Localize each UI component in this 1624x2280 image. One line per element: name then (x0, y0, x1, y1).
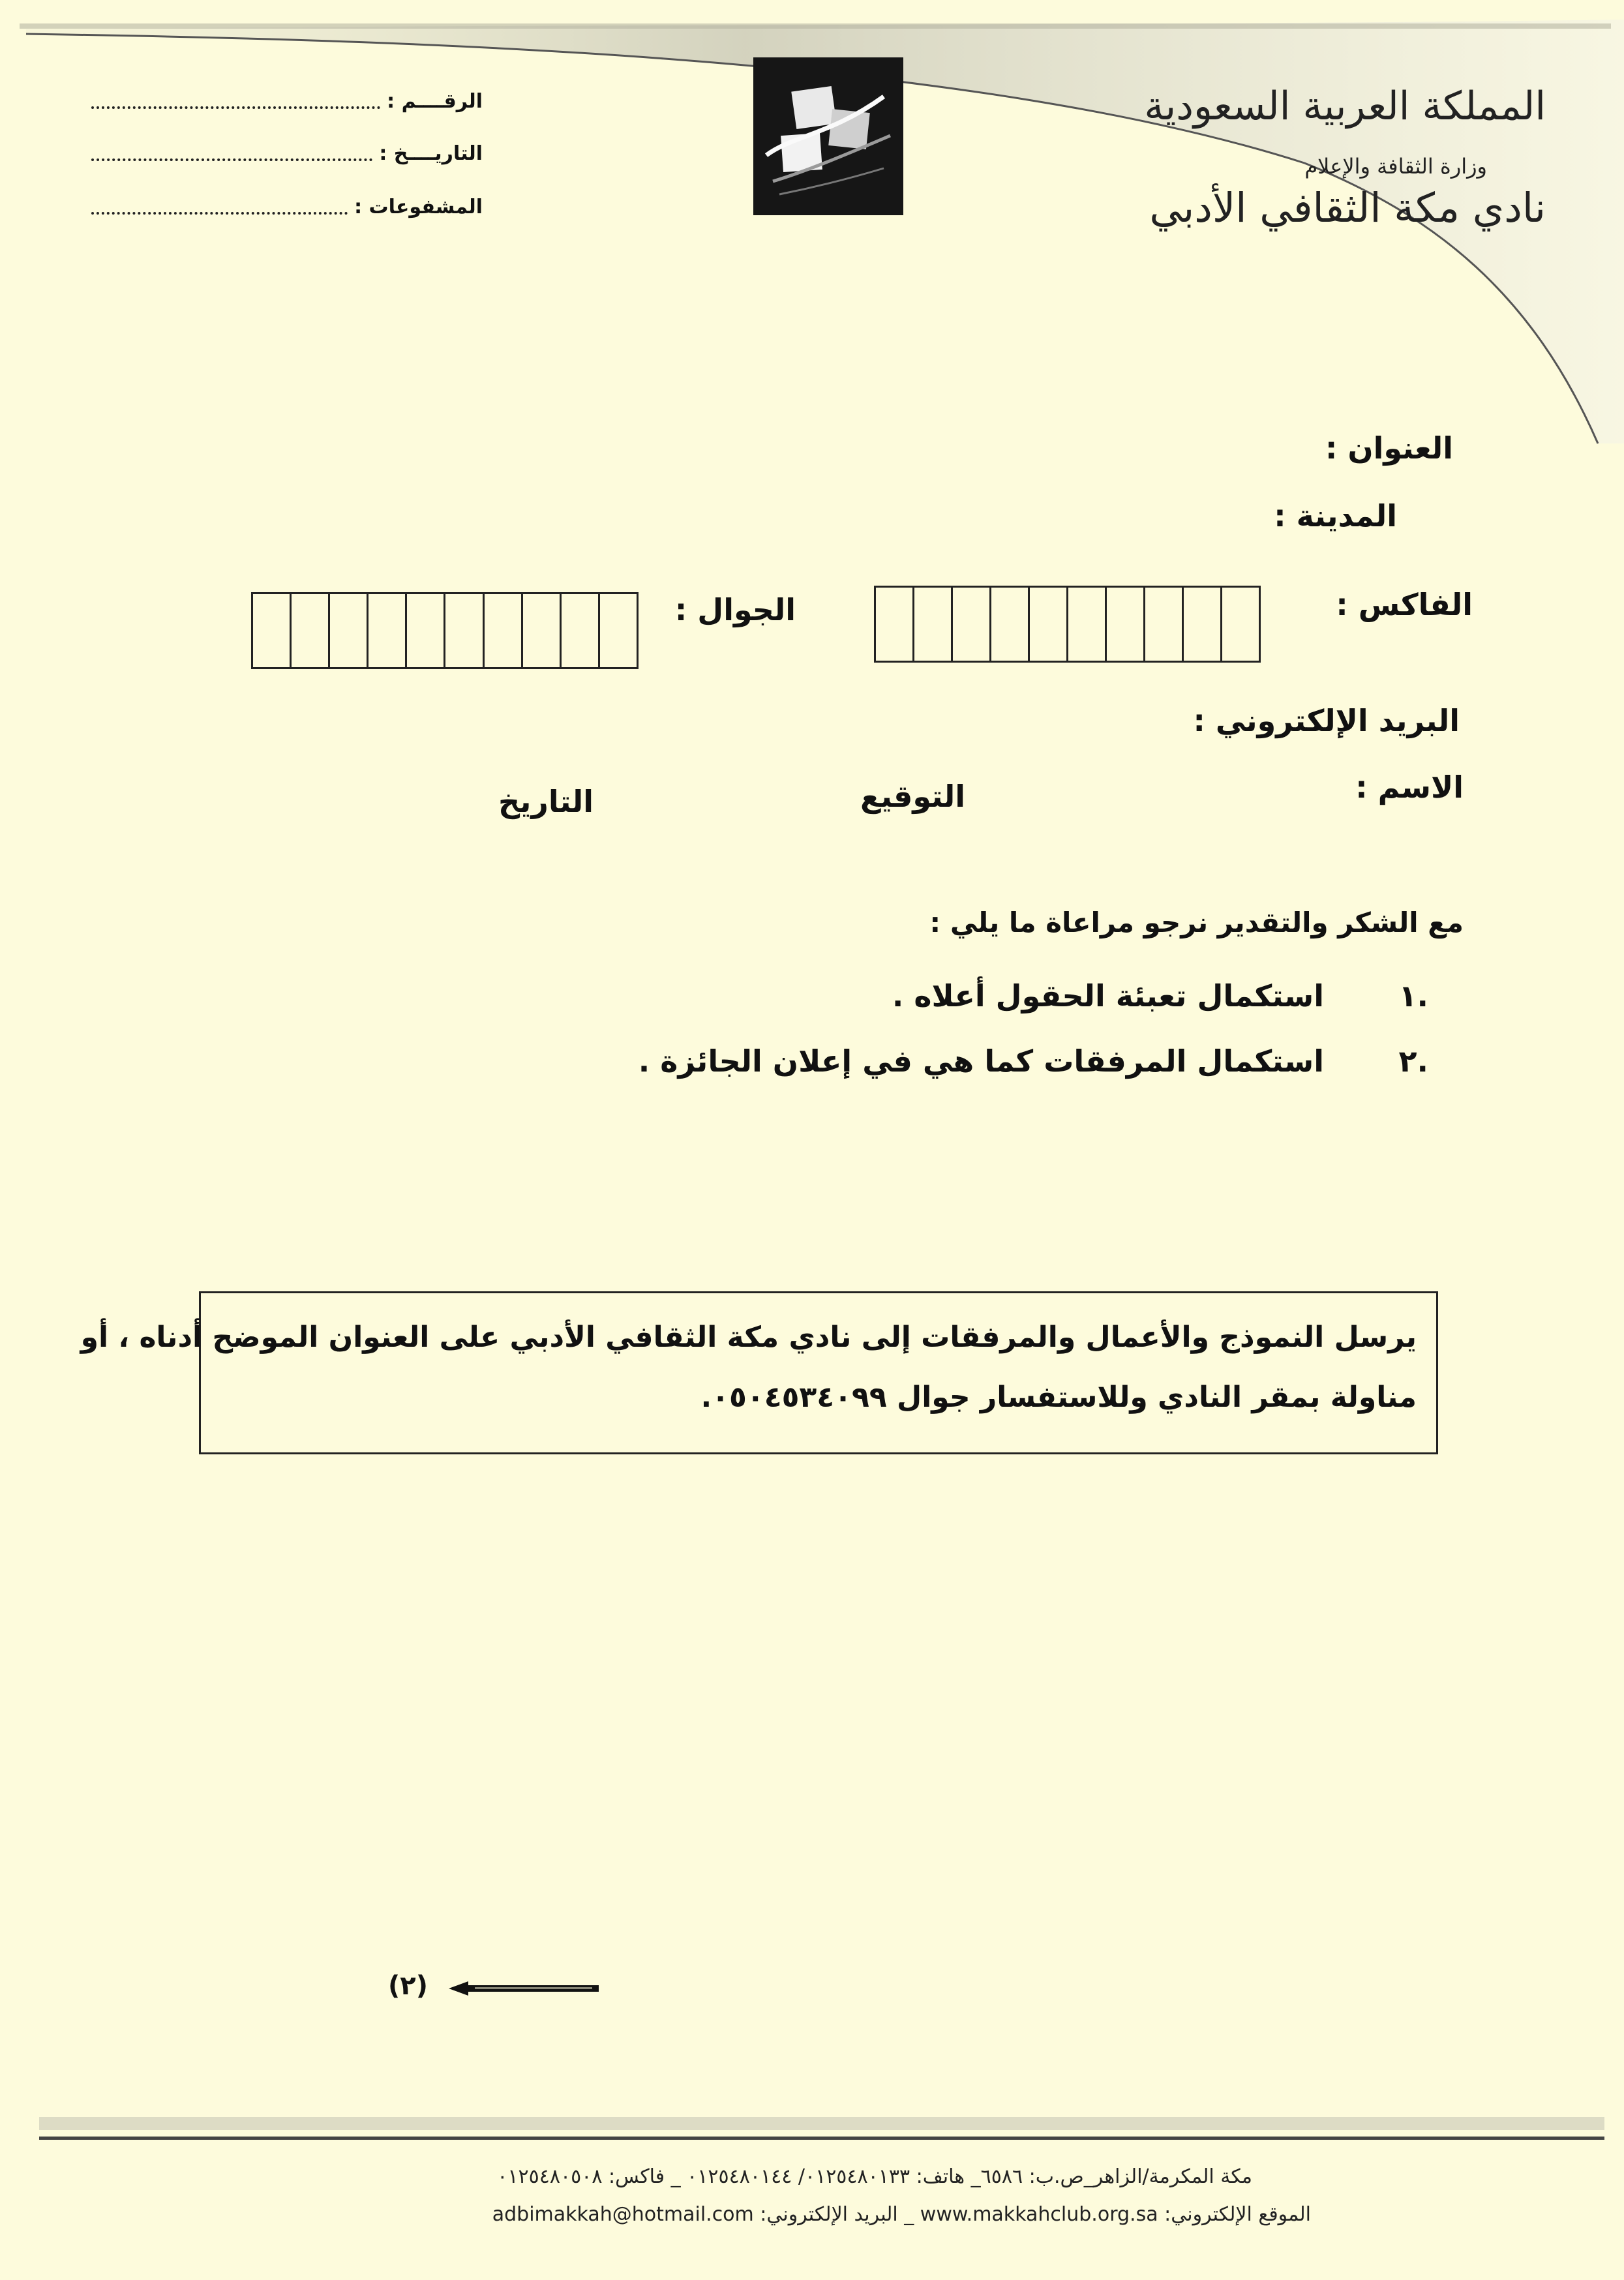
meta-attachments-dots[interactable] (91, 212, 348, 215)
org-ministry: وزارة الثقافة والإعلام (1304, 154, 1487, 179)
signature-label: التوقيع (860, 779, 965, 814)
mobile-digit-box[interactable] (598, 594, 637, 667)
instructions-intro: مع الشكر والتقدير نرجو مراعاة ما يلي : (929, 907, 1464, 938)
meta-number-line (91, 90, 483, 113)
mobile-digit-box[interactable] (328, 594, 367, 667)
date-label: التاريخ (498, 784, 594, 819)
club-logo (753, 57, 903, 215)
mobile-digit-box[interactable] (560, 594, 598, 667)
footer-band (39, 2113, 1604, 2152)
instruction-text: استكمال تعبئة الحقول أعلاه . (892, 978, 1324, 1013)
org-country: المملكة العربية السعودية (1144, 83, 1546, 129)
fax-digit-box[interactable] (876, 588, 912, 661)
meta-attachments-line (91, 196, 483, 218)
fax-input-boxes[interactable] (874, 586, 1261, 663)
page-number: (٢) (388, 1971, 428, 2001)
footer-web-line: الموقع الإلكتروني: www.makkahclub.org.sa _ البريد الإلكتروني: adbimakkah@hotmail.com (492, 2203, 1311, 2226)
mobile-digit-box[interactable] (521, 594, 560, 667)
mobile-digit-box[interactable] (290, 594, 328, 667)
club-logo-mark-icon (753, 57, 903, 215)
instruction-item (892, 978, 1428, 1013)
footer-contact-line: مكة المكرمة/الزاهر_ص.ب: ٦٥٨٦_ هاتف: ٠١٢٥٤٨٠١٣٣/ ٠١٢٥٤٨٠١٤٤ _ فاكس: ٠١٢٥٤٨٠٥٠٨ (497, 2165, 1252, 2188)
mobile-digit-box[interactable] (444, 594, 482, 667)
fax-digit-box[interactable] (1220, 588, 1259, 661)
notice-line-2: مناولة بمقر النادي وللاستفسار جوال ٠٥٠٤٥٣٤٠٩٩. (700, 1381, 1417, 1414)
meta-attachments-label: المشفوعات : (354, 196, 483, 218)
mobile-digit-box[interactable] (483, 594, 521, 667)
meta-number-label: الرقــــم : (387, 90, 483, 113)
instruction-number: .١ (1398, 978, 1428, 1013)
mobile-digit-box[interactable] (367, 594, 405, 667)
email-label: البريد الإلكتروني : (1193, 703, 1460, 738)
instruction-number: .٢ (1398, 1043, 1428, 1079)
address-label: العنوان : (1325, 430, 1453, 466)
meta-date-line (91, 142, 483, 165)
meta-date-dots[interactable] (91, 158, 372, 161)
fax-digit-box[interactable] (1066, 588, 1105, 661)
mobile-input-boxes[interactable] (251, 592, 639, 669)
mobile-digit-box[interactable] (405, 594, 444, 667)
fax-digit-box[interactable] (912, 588, 951, 661)
arrow-left-icon (449, 1981, 599, 1996)
fax-digit-box[interactable] (1182, 588, 1220, 661)
fax-digit-box[interactable] (989, 588, 1028, 661)
fax-digit-box[interactable] (951, 588, 989, 661)
instruction-text: استكمال المرفقات كما هي في إعلان الجائزة . (638, 1043, 1324, 1079)
city-label: المدينة : (1274, 498, 1397, 533)
meta-number-dots[interactable] (91, 106, 380, 109)
fax-digit-box[interactable] (1028, 588, 1066, 661)
notice-line-1: يرسل النموذج والأعمال والمرفقات إلى نادي مكة الثقافي الأدبي على العنوان الموضح أدناه ، أو (80, 1321, 1417, 1354)
meta-date-label: التاريــــخ : (379, 142, 483, 165)
name-label: الاسم : (1355, 770, 1464, 805)
fax-digit-box[interactable] (1105, 588, 1143, 661)
org-club: نادي مكة الثقافي الأدبي (1149, 184, 1546, 232)
mobile-digit-box[interactable] (253, 594, 290, 667)
submission-notice-box (80, 1291, 1438, 1454)
fax-label: الفاكس : (1336, 587, 1473, 622)
mobile-label: الجوال : (674, 592, 796, 627)
fax-digit-box[interactable] (1143, 588, 1182, 661)
instruction-item (639, 1043, 1428, 1079)
